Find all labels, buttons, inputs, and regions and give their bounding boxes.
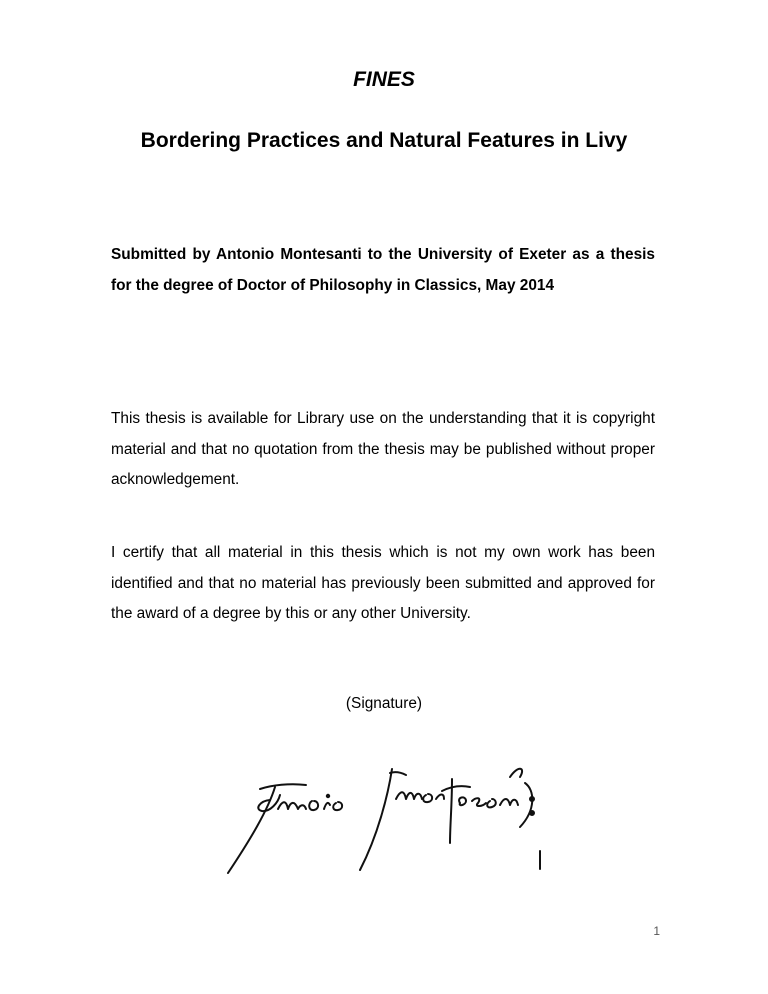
- signature-label: (Signature): [345, 695, 423, 712]
- submission-statement: Submitted by Antonio Montesanti to the University of Exeter as a thesis for the degree of Doctor of Philosophy in Classics, May 2014: [111, 246, 655, 294]
- thesis-title: FINES: [353, 68, 415, 91]
- certification-statement: I certify that all material in this thesis which is not my own work has been identified and that no material has previously been submitted and approved for the award of a degree by this or any other University.: [111, 544, 655, 622]
- page-number: 1: [653, 924, 660, 938]
- thesis-subtitle: Bordering Practices and Natural Features in Livy: [140, 129, 628, 152]
- handwritten-signature: [220, 765, 560, 875]
- copyright-notice: This thesis is available for Library use on the understanding that it is copyright material and that no quotation from the thesis may be published without proper acknowledgement.: [111, 410, 655, 488]
